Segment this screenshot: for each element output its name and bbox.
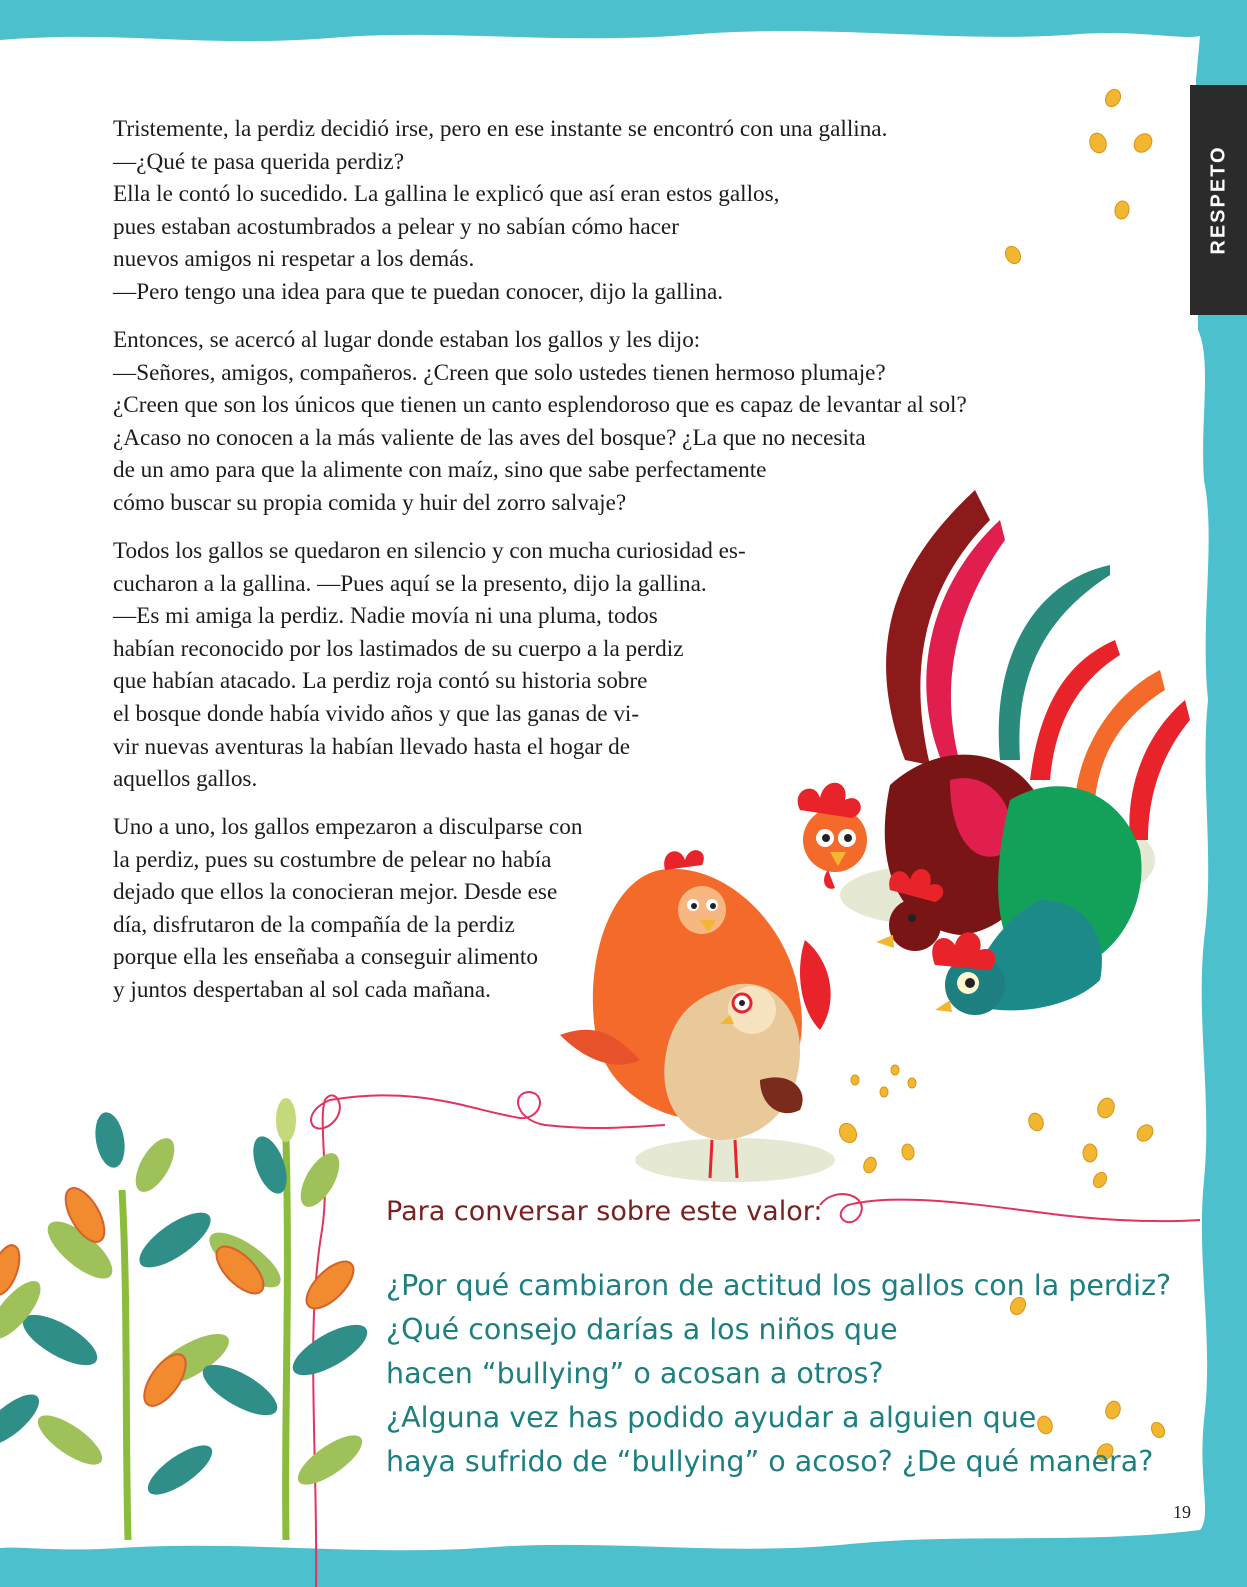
page-number: 19 (1173, 1502, 1191, 1522)
story-paragraph-1: Tristemente, la perdiz decidió irse, pero en ese instante se encontró con una gallina. —¿Qué te pasa querida perdiz? Ella le contó lo sucedido. La gallina le explicó que así eran estos gallos, pues estaban acostumbrados a pelear y no sabían cómo hacer nuevos amigos ni respetar a los demás. —Pero tengo una idea para que te puedan conocer, dijo la gallina. (113, 116, 888, 305)
story-paragraph-4: Uno a uno, los gallos empezaron a disculparse con la perdiz, pues su costumbre de pelear no había dejado que ellos la conocieran mejor. Desde ese día, disfrutaron de la compañía de la perdiz porque ella les enseñaba a conseguir alimento y juntos despertaban al sol cada mañana. (113, 814, 583, 1003)
discussion-heading: Para conversar sobre este valor: (386, 1196, 823, 1227)
story-paragraph-3: Todos los gallos se quedaron en silencio y con mucha curiosidad es- cucharon a la gallina. —Pues aquí se la presento, dijo la gallina. —Es mi amiga la perdiz. Nadie movía ni una pluma, todos habían reconocido por los lastimados de su cuerpo a la perdiz que habían atacado. La perdiz roja contó su historia sobre el bosque donde había vivido años y que las ganas de vi- vir nuevas aventuras la habían llevado hasta el hogar de aquellos gallos. (113, 538, 746, 793)
discussion-question-2: ¿Qué consejo darías a los niños que hacen “bullying” o acosan a otros? (386, 1313, 898, 1390)
section-tab (1190, 85, 1247, 315)
discussion-question-1: ¿Por qué cambiaron de actitud los gallos con la perdiz? (386, 1269, 1172, 1302)
section-tab-label: RESPETO (1207, 145, 1229, 255)
discussion-question-3: ¿Alguna vez has podido ayudar a alguien que haya sufrido de “bullying” o acoso? ¿De qué manera? (386, 1401, 1154, 1478)
story-paragraph-2: Entonces, se acercó al lugar donde estaban los gallos y les dijo: —Señores, amigos, compañeros. ¿Creen que solo ustedes tienen hermoso plumaje? ¿Creen que son los únicos que tienen un canto esplendoroso que es capaz de levantar al sol? ¿Acaso no conocen a la más valiente de las aves del bosque? ¿La que no necesita de un amo para que la alimente con maíz, sino que sabe perfectamente cómo buscar su propia comida y huir del zorro salvaje? (113, 327, 967, 516)
